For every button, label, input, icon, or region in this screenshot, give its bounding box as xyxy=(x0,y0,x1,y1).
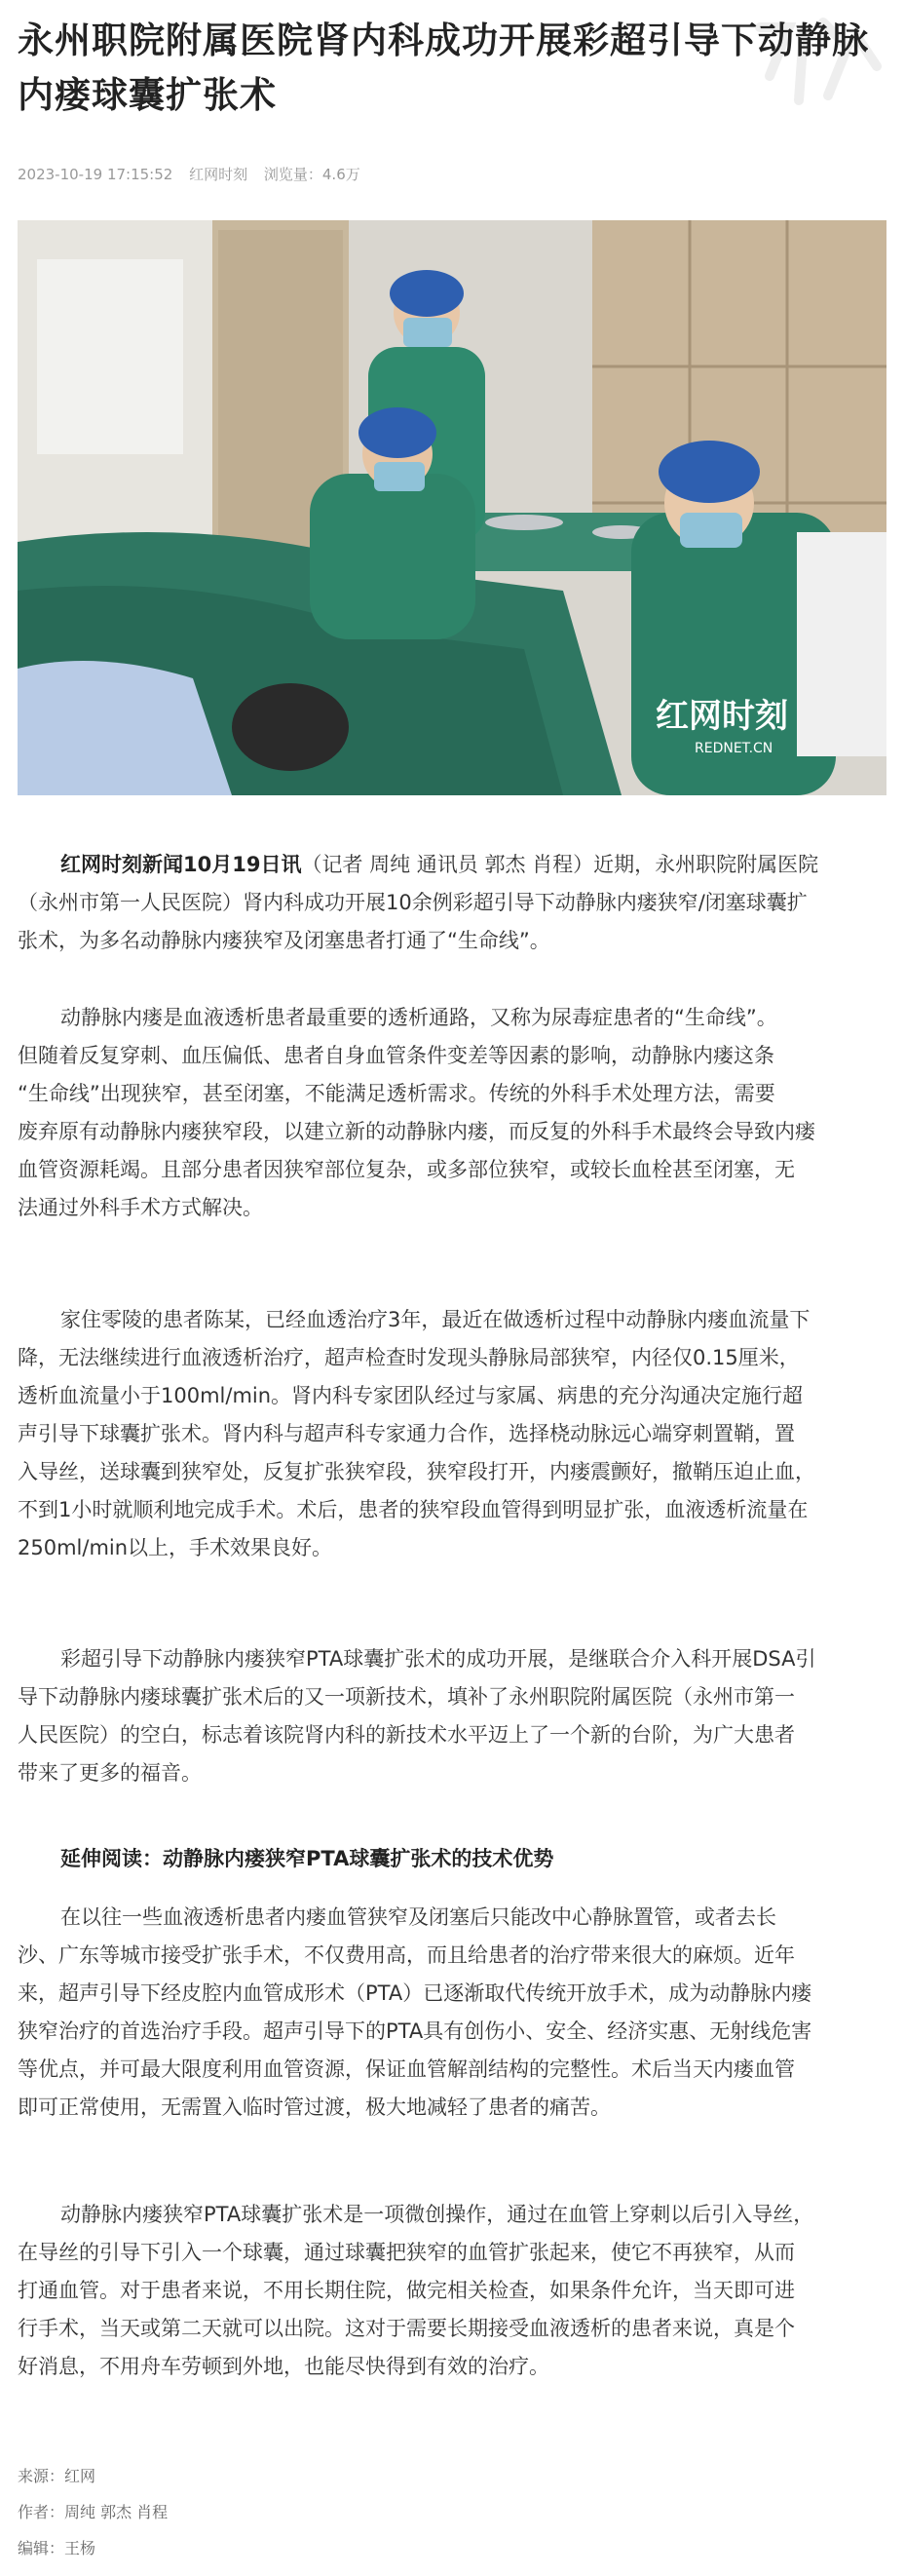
paragraph-line: 废弃原有动静脉内瘘狭窄段，以建立新的动静脉内瘘，而反复的外科手术最终会导致内瘘 xyxy=(18,1120,815,1143)
paragraph-line: （记者 周纯 通讯员 郭杰 肖程）近期，永州职院附属医院 xyxy=(301,853,819,876)
paragraph-line: 人民医院）的空白，标志着该院肾内科的新技术水平迈上了一个新的台阶，为广大患者 xyxy=(18,1723,795,1747)
paragraph-line: 在以往一些血液透析患者内瘘血管狭窄及闭塞后只能改中心静脉置管，或者去长 xyxy=(60,1905,776,1929)
article-photo xyxy=(18,220,886,795)
paragraph-line: 家住零陵的患者陈某，已经血透治疗3年，最近在做透析过程中动静脉内瘘血流量下 xyxy=(60,1308,811,1331)
paragraph-line: 法通过外科手术方式解决。 xyxy=(18,1196,263,1219)
source-label: 红网时刻 xyxy=(189,166,248,183)
paragraph-1 xyxy=(18,846,885,960)
paragraph-line: 入导丝，送球囊到狭窄处，反复扩张狭窄段，狭窄段打开，内瘘震颤好，撤鞘压迫止血， xyxy=(18,1460,815,1483)
paragraph-line: 但随着反复穿刺、血压偏低、患者自身血管条件变差等因素的影响，动静脉内瘘这条 xyxy=(18,1044,774,1067)
paragraph-line: 血管资源耗竭。且部分患者因狭窄部位复杂，或多部位狭窄，或较长血栓甚至闭塞，无 xyxy=(18,1158,795,1181)
paragraph-line: 动静脉内瘘是血液透析患者最重要的透析通路，又称为尿毒症患者的“生命线”。 xyxy=(60,1006,777,1029)
footer-author: 作者：周纯 郭杰 肖程 xyxy=(18,2503,169,2521)
paragraph-line: 动静脉内瘘狭窄PTA球囊扩张术是一项微创操作，通过在血管上穿刺以后引入导丝， xyxy=(60,2203,814,2226)
paragraph-2 xyxy=(18,999,885,1227)
footer-source: 来源：红网 xyxy=(18,2467,96,2485)
paragraph-line: 张术，为多名动静脉内瘘狭窄及闭塞患者打通了“生命线”。 xyxy=(18,929,550,952)
paragraph-line: “生命线”出现狭窄，甚至闭塞，不能满足透析需求。传统的外科手术处理方法，需要 xyxy=(18,1082,775,1105)
sub-heading: 延伸阅读：动静脉内瘘狭窄PTA球囊扩张术的技术优势 xyxy=(60,1847,554,1870)
paragraph-line: 在导丝的引导下引入一个球囊，通过球囊把狭窄的血管扩张起来，使它不再狭窄，从而 xyxy=(18,2241,795,2264)
paragraph-6 xyxy=(18,2196,885,2386)
paragraph-line: 彩超引导下动静脉内瘘狭窄PTA球囊扩张术的成功开展，是继联合介入科开展DSA引 xyxy=(60,1647,816,1671)
article-meta xyxy=(18,164,372,184)
paragraph-line: 透析血流量小于100ml/min。肾内科专家团队经过与家属、病患的充分沟通决定施行超 xyxy=(18,1384,804,1407)
paragraph-line: 声引导下球囊扩张术。肾内科与超声科专家通力合作，选择桡动脉远心端穿刺置鞘，置 xyxy=(18,1422,795,1445)
news-lead: 红网时刻新闻10月19日讯 xyxy=(60,853,302,876)
paragraph-line: 好消息，不用舟车劳顿到外地，也能尽快得到有效的治疗。 xyxy=(18,2355,549,2378)
paragraph-line: 打通血管。对于患者来说，不用长期住院，做完相关检查，如果条件允许，当天即可进 xyxy=(18,2279,795,2302)
paragraph-line: （永州市第一人民医院）肾内科成功开展10余例彩超引导下动静脉内瘘狭窄/闭塞球囊扩 xyxy=(18,891,808,914)
photo-brand: 红网时刻 xyxy=(656,697,788,736)
paragraph-line: 行手术，当天或第二天就可以出院。这对于需要长期接受血液透析的患者来说，真是个 xyxy=(18,2317,795,2340)
paragraph-3 xyxy=(18,1301,885,1567)
paragraph-5 xyxy=(18,1899,885,2127)
paragraph-line: 沙、广东等城市接受扩张手术，不仅费用高，而且给患者的治疗带来很大的麻烦。近年 xyxy=(18,1943,795,1967)
article-title: 永州职院附属医院肾内科成功开展彩超引导下动静脉内瘘球囊扩张术 xyxy=(18,19,869,116)
photo-brand-sub: REDNET.CN xyxy=(695,741,773,756)
paragraph-line: 降，无法继续进行血液透析治疗，超声检查时发现头静脉局部狭窄，内径仅0.15厘米， xyxy=(18,1346,800,1369)
view-count: 浏览量：4.6万 xyxy=(263,166,360,183)
paragraph-line: 250ml/min以上，手术效果良好。 xyxy=(18,1536,333,1559)
paragraph-line: 不到1小时就顺利地完成手术。术后，患者的狭窄段血管得到明显扩张，血液透析流量在 xyxy=(18,1498,809,1521)
publish-date: 2023-10-19 17:15:52 xyxy=(18,166,173,183)
paragraph-line: 狭窄治疗的首选治疗手段。超声引导下的PTA具有创伤小、安全、经济实惠、无射线危害 xyxy=(18,2019,812,2043)
paragraph-line: 带来了更多的福音。 xyxy=(18,1761,202,1785)
paragraph-line: 即可正常使用，无需置入临时管过渡，极大地减轻了患者的痛苦。 xyxy=(18,2095,611,2119)
paragraph-line: 导下动静脉内瘘球囊扩张术后的又一项新技术，填补了永州职院附属医院（永州市第一 xyxy=(18,1685,795,1709)
paragraph-4 xyxy=(18,1640,885,1792)
paragraph-line: 等优点，并可最大限度利用血管资源，保证血管解剖结构的完整性。术后当天内瘘血管 xyxy=(18,2057,795,2081)
footer-editor: 编辑：王杨 xyxy=(18,2539,96,2557)
paragraph-line: 来，超声引导下经皮腔内血管成形术（PTA）已逐渐取代传统开放手术，成为动静脉内瘘 xyxy=(18,1981,812,2005)
